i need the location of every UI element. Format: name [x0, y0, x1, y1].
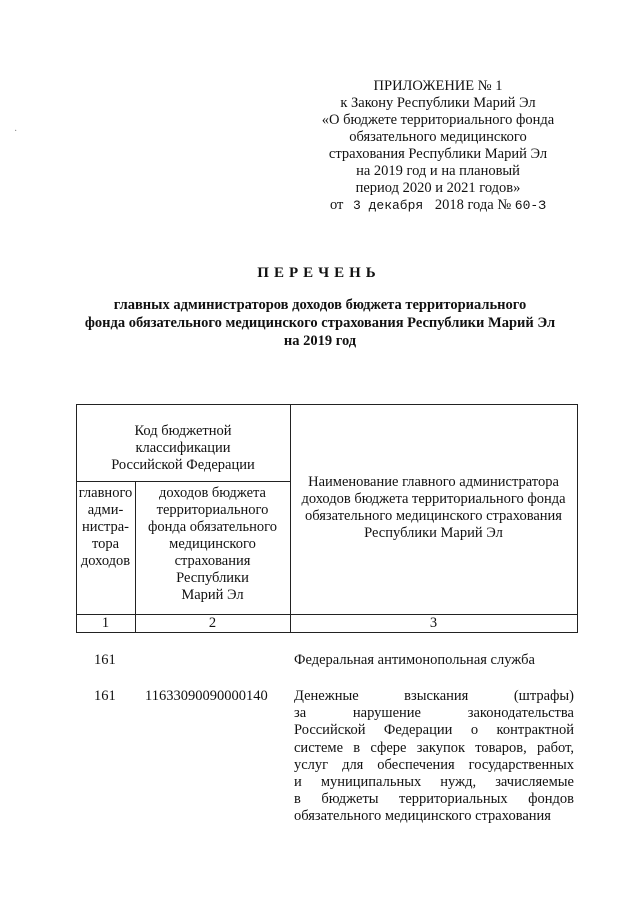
header-name-line: обязательного медицинского страхования: [305, 508, 562, 524]
header-admin-line: адми-: [87, 502, 124, 518]
row2-name-line: [294, 774, 574, 791]
subtitle-line: на 2019 год: [283, 333, 357, 349]
header-income-line: Марий Эл: [181, 587, 244, 603]
appendix-date-line: [300, 197, 576, 214]
word: за: [294, 705, 307, 722]
header-income-line: фонда обязательного: [147, 519, 278, 535]
document-title: ПЕРЕЧЕНЬ: [257, 265, 381, 281]
appendix-block: [300, 78, 576, 214]
table-top-border: [76, 404, 578, 405]
word: товаров,: [475, 739, 527, 756]
header-income-line: медицинского: [169, 536, 256, 552]
col-number-1: 1: [101, 615, 110, 631]
subtitle-line: фонда обязательного медицинского страхования Республики Марий Эл: [84, 315, 556, 331]
word: Российской: [294, 722, 366, 739]
header-income-line: доходов бюджета: [159, 485, 266, 501]
appendix-line: ПРИЛОЖЕНИЕ № 1: [373, 78, 503, 94]
col-number-bottom-border: [76, 632, 578, 633]
row2-name-line: [294, 722, 574, 739]
row2-admin-code: 161: [94, 688, 116, 704]
header-admin-line: нистра-: [82, 519, 129, 535]
row2-name-line: [294, 808, 574, 825]
header-income-line: Республики: [176, 570, 249, 586]
word: законодательства: [467, 705, 574, 722]
header-income-cell: [135, 485, 290, 604]
date-prefix: от: [329, 197, 344, 213]
word: для: [342, 756, 364, 773]
appendix-line: к Закону Республики Марий Эл: [340, 95, 536, 111]
margin-mark: ·: [14, 126, 18, 137]
header-admin-cell: [76, 485, 135, 570]
word: государственных: [468, 756, 574, 773]
word: нужд,: [440, 774, 477, 791]
header-name-cell: [290, 474, 577, 542]
header-code-line: классификации: [135, 440, 231, 456]
col-number-3: 3: [429, 615, 438, 631]
word: Федерации: [383, 722, 453, 739]
header-code-line: Российской Федерации: [111, 457, 255, 473]
word: бюджеты: [321, 791, 379, 808]
row2-name-line: [294, 705, 574, 722]
word: (штрафы): [513, 688, 574, 704]
header-name-line: Наименование главного администратора: [308, 474, 559, 490]
word: в: [353, 739, 361, 756]
word: закупок: [416, 739, 466, 756]
row2-name-line: [294, 791, 574, 808]
table-right-border: [577, 404, 578, 632]
header-admin-line: тора: [91, 536, 120, 552]
appendix-line: на 2019 год и на плановый: [356, 163, 520, 179]
word: Денежные: [294, 688, 359, 704]
header-name-line: доходов бюджета территориального фонда: [301, 491, 566, 507]
col-number-2: 2: [208, 615, 217, 631]
row2-name-line: [294, 740, 574, 757]
appendix-line: период 2020 и 2021 годов»: [355, 180, 521, 196]
word: в: [294, 791, 301, 808]
word: муниципальных: [320, 774, 422, 791]
header-income-line: территориального: [156, 502, 269, 518]
row2-name-line: [294, 757, 574, 774]
word: системе: [294, 739, 344, 756]
row1-name: Федеральная антимонопольная служба: [294, 652, 535, 668]
word: фондов: [528, 791, 574, 808]
law-number: 60-З: [514, 198, 547, 213]
word: сфере: [370, 739, 407, 756]
header-name-line: Республики Марий Эл: [364, 525, 503, 541]
header-code-cell: [76, 423, 290, 474]
row1-admin-code: 161: [94, 652, 116, 668]
header-code-line: Код бюджетной: [134, 423, 232, 439]
word: нарушение: [352, 705, 421, 722]
word: обязательного медицинского страхования: [294, 808, 551, 825]
word: работ,: [536, 739, 574, 756]
word: обеспечения: [377, 756, 455, 773]
word: о: [470, 722, 479, 739]
word: зачисляемые: [495, 774, 574, 791]
appendix-line: обязательного медицинского: [349, 129, 527, 145]
word: территориальных: [399, 791, 508, 808]
date-value: 3 декабря: [353, 198, 424, 213]
date-year: 2018 года №: [434, 197, 512, 213]
word: услуг: [294, 756, 329, 773]
row2-name: [294, 688, 574, 826]
header-admin-line: главного: [78, 485, 133, 501]
document-subtitle: [60, 296, 580, 350]
word: и: [294, 774, 302, 791]
row2-income-code: 11633090090000140: [145, 688, 268, 704]
header-code-divider: [76, 481, 290, 482]
header-income-line: страхования: [174, 553, 251, 569]
subtitle-line: главных администраторов доходов бюджета территориального: [113, 297, 527, 313]
word: контрактной: [496, 722, 574, 739]
row2-name-line: [294, 688, 574, 705]
appendix-line: страхования Республики Марий Эл: [328, 146, 548, 162]
header-admin-line: доходов: [80, 553, 131, 569]
word: взыскания: [404, 688, 469, 704]
appendix-line: «О бюджете территориального фонда: [321, 112, 555, 128]
